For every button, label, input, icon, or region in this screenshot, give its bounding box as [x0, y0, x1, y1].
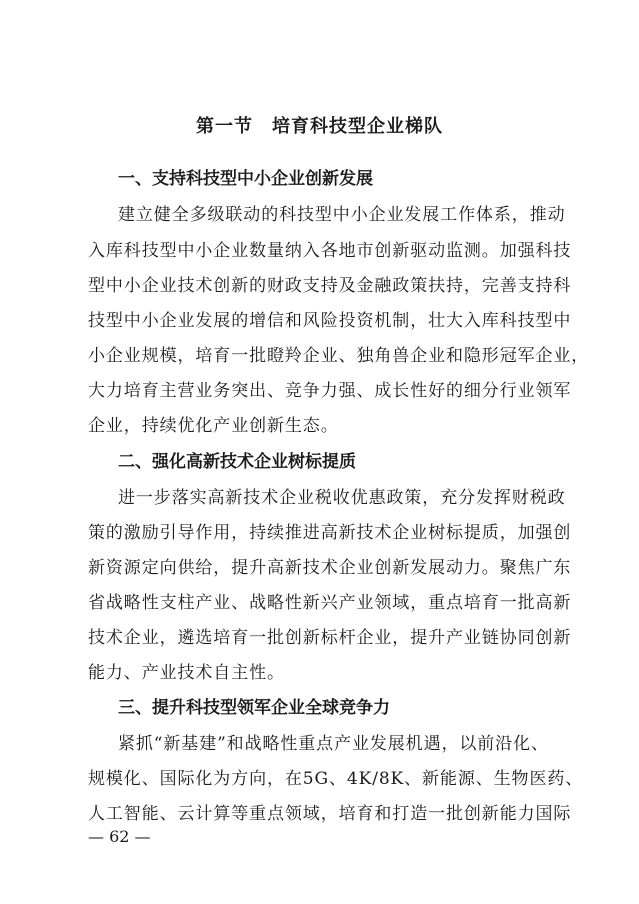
paragraph-line: 大力培育主营业务突出、竞争力强、成长性好的细分行业领军	[88, 381, 572, 401]
paragraph-line: 技型中小企业发展的增信和风险投资机制，壮大入库科技型中	[88, 311, 572, 331]
paragraph-line: 技术企业，遴选培育一批创新标杆企业，提升产业链协同创新	[88, 628, 572, 648]
paragraph-line: 小企业规模，培育一批瞪羚企业、独角兽企业和隐形冠军企业，	[88, 346, 590, 366]
page-number: — 62 —	[88, 827, 151, 846]
paragraph-line: 进一步落实高新技术企业税收优惠政策，充分发挥财税政	[118, 488, 566, 508]
paragraph-line: 省战略性支柱产业、战略性新兴产业领域，重点培育一批高新	[88, 593, 572, 613]
paragraph-line: 新资源定向供给，提升高新技术企业创新发展动力。聚焦广东	[88, 558, 572, 578]
paragraph-line: 人工智能、云计算等重点领域，培育和打造一批创新能力国际	[88, 804, 572, 824]
section-heading-1: 一、支持科技型中小企业创新发展	[118, 169, 373, 189]
paragraph-line: 企业，持续优化产业创新生态。	[88, 416, 339, 436]
paragraph-line: 建立健全多级联动的科技型中小企业发展工作体系，推动	[118, 205, 566, 225]
paragraph-line: 规模化、国际化为方向，在5G、4K/8K、新能源、生物医药、	[88, 769, 584, 789]
paragraph-line: 策的激励引导作用，持续推进高新技术企业树标提质，加强创	[88, 523, 572, 543]
paragraph-line: 能力、产业技术自主性。	[88, 663, 285, 683]
paragraph-line: 紧抓“新基建”和战略性重点产业发展机遇，以前沿化、	[118, 734, 549, 754]
section-title: 第一节 培育科技型企业梯队	[196, 116, 443, 137]
paragraph-line: 入库科技型中小企业数量纳入各地市创新驱动监测。加强科技	[88, 241, 572, 261]
paragraph-line: 型中小企业技术创新的财政支持及金融政策扶持，完善支持科	[88, 276, 572, 296]
section-heading-3: 三、提升科技型领军企业全球竞争力	[118, 698, 390, 718]
section-heading-2: 二、强化高新技术企业树标提质	[118, 452, 356, 472]
